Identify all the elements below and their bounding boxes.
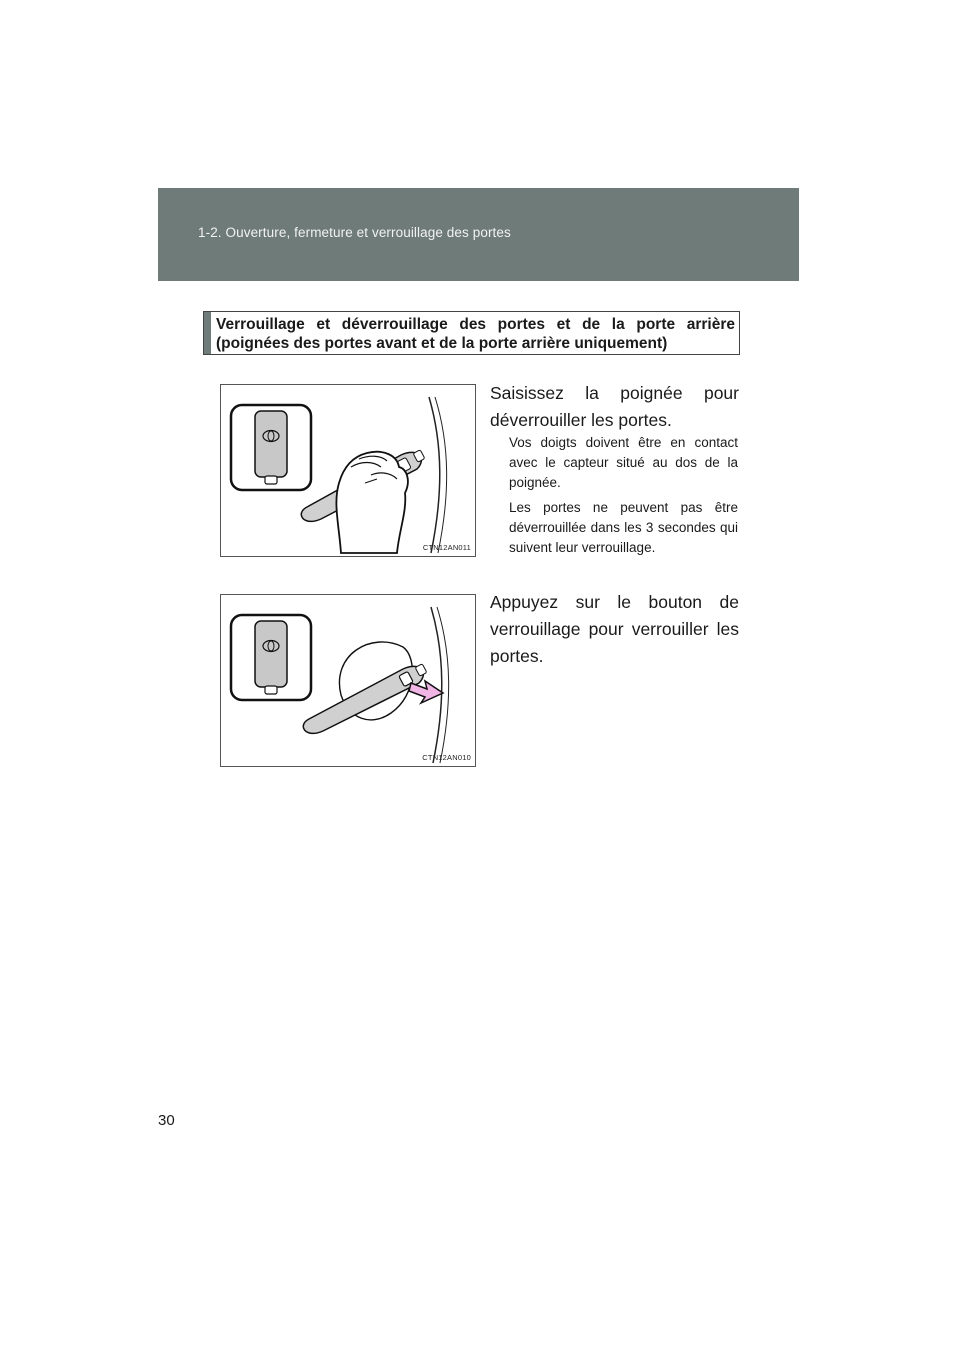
step-1-instruction: Saisissez la poignée pour déverrouiller les portes. [490,383,739,430]
chapter-section-title: 1-2. Ouverture, fermeture et verrouillage des portes [198,225,511,240]
figure-code-label: CTN12AN010 [422,753,471,762]
page-number: 30 [158,1112,175,1129]
section-heading-title: Verrouillage et déverrouillage des portes et de la porte arrière (poignées des portes avant et de la porte arrière uniquement) [216,316,735,352]
step-1-note-2: Les portes ne peuvent pas être déverrouillée dans les 3 secondes qui suivent leur verrouillage. [509,500,738,555]
hand [336,452,407,553]
grasp-handle-illustration [221,385,475,556]
step-2-instruction: Appuyez sur le bouton de verrouillage pour verrouiller les portes. [490,592,739,666]
chapter-header-band [158,188,799,281]
smart-key-icon [255,411,287,477]
section-heading-box [203,311,740,355]
press-lock-illustration [221,595,475,766]
figure-code-label: CTN12AN011 [422,543,471,552]
section-heading-accent-bar [204,312,211,354]
figure-grasp-handle [220,384,476,557]
step-1-note-1: Vos doigts doivent être en contact avec le capteur situé au dos de la poignée. [509,435,738,490]
figure-press-lock-button [220,594,476,767]
smart-key-icon [255,621,287,687]
press-arrow-icon [409,681,443,703]
